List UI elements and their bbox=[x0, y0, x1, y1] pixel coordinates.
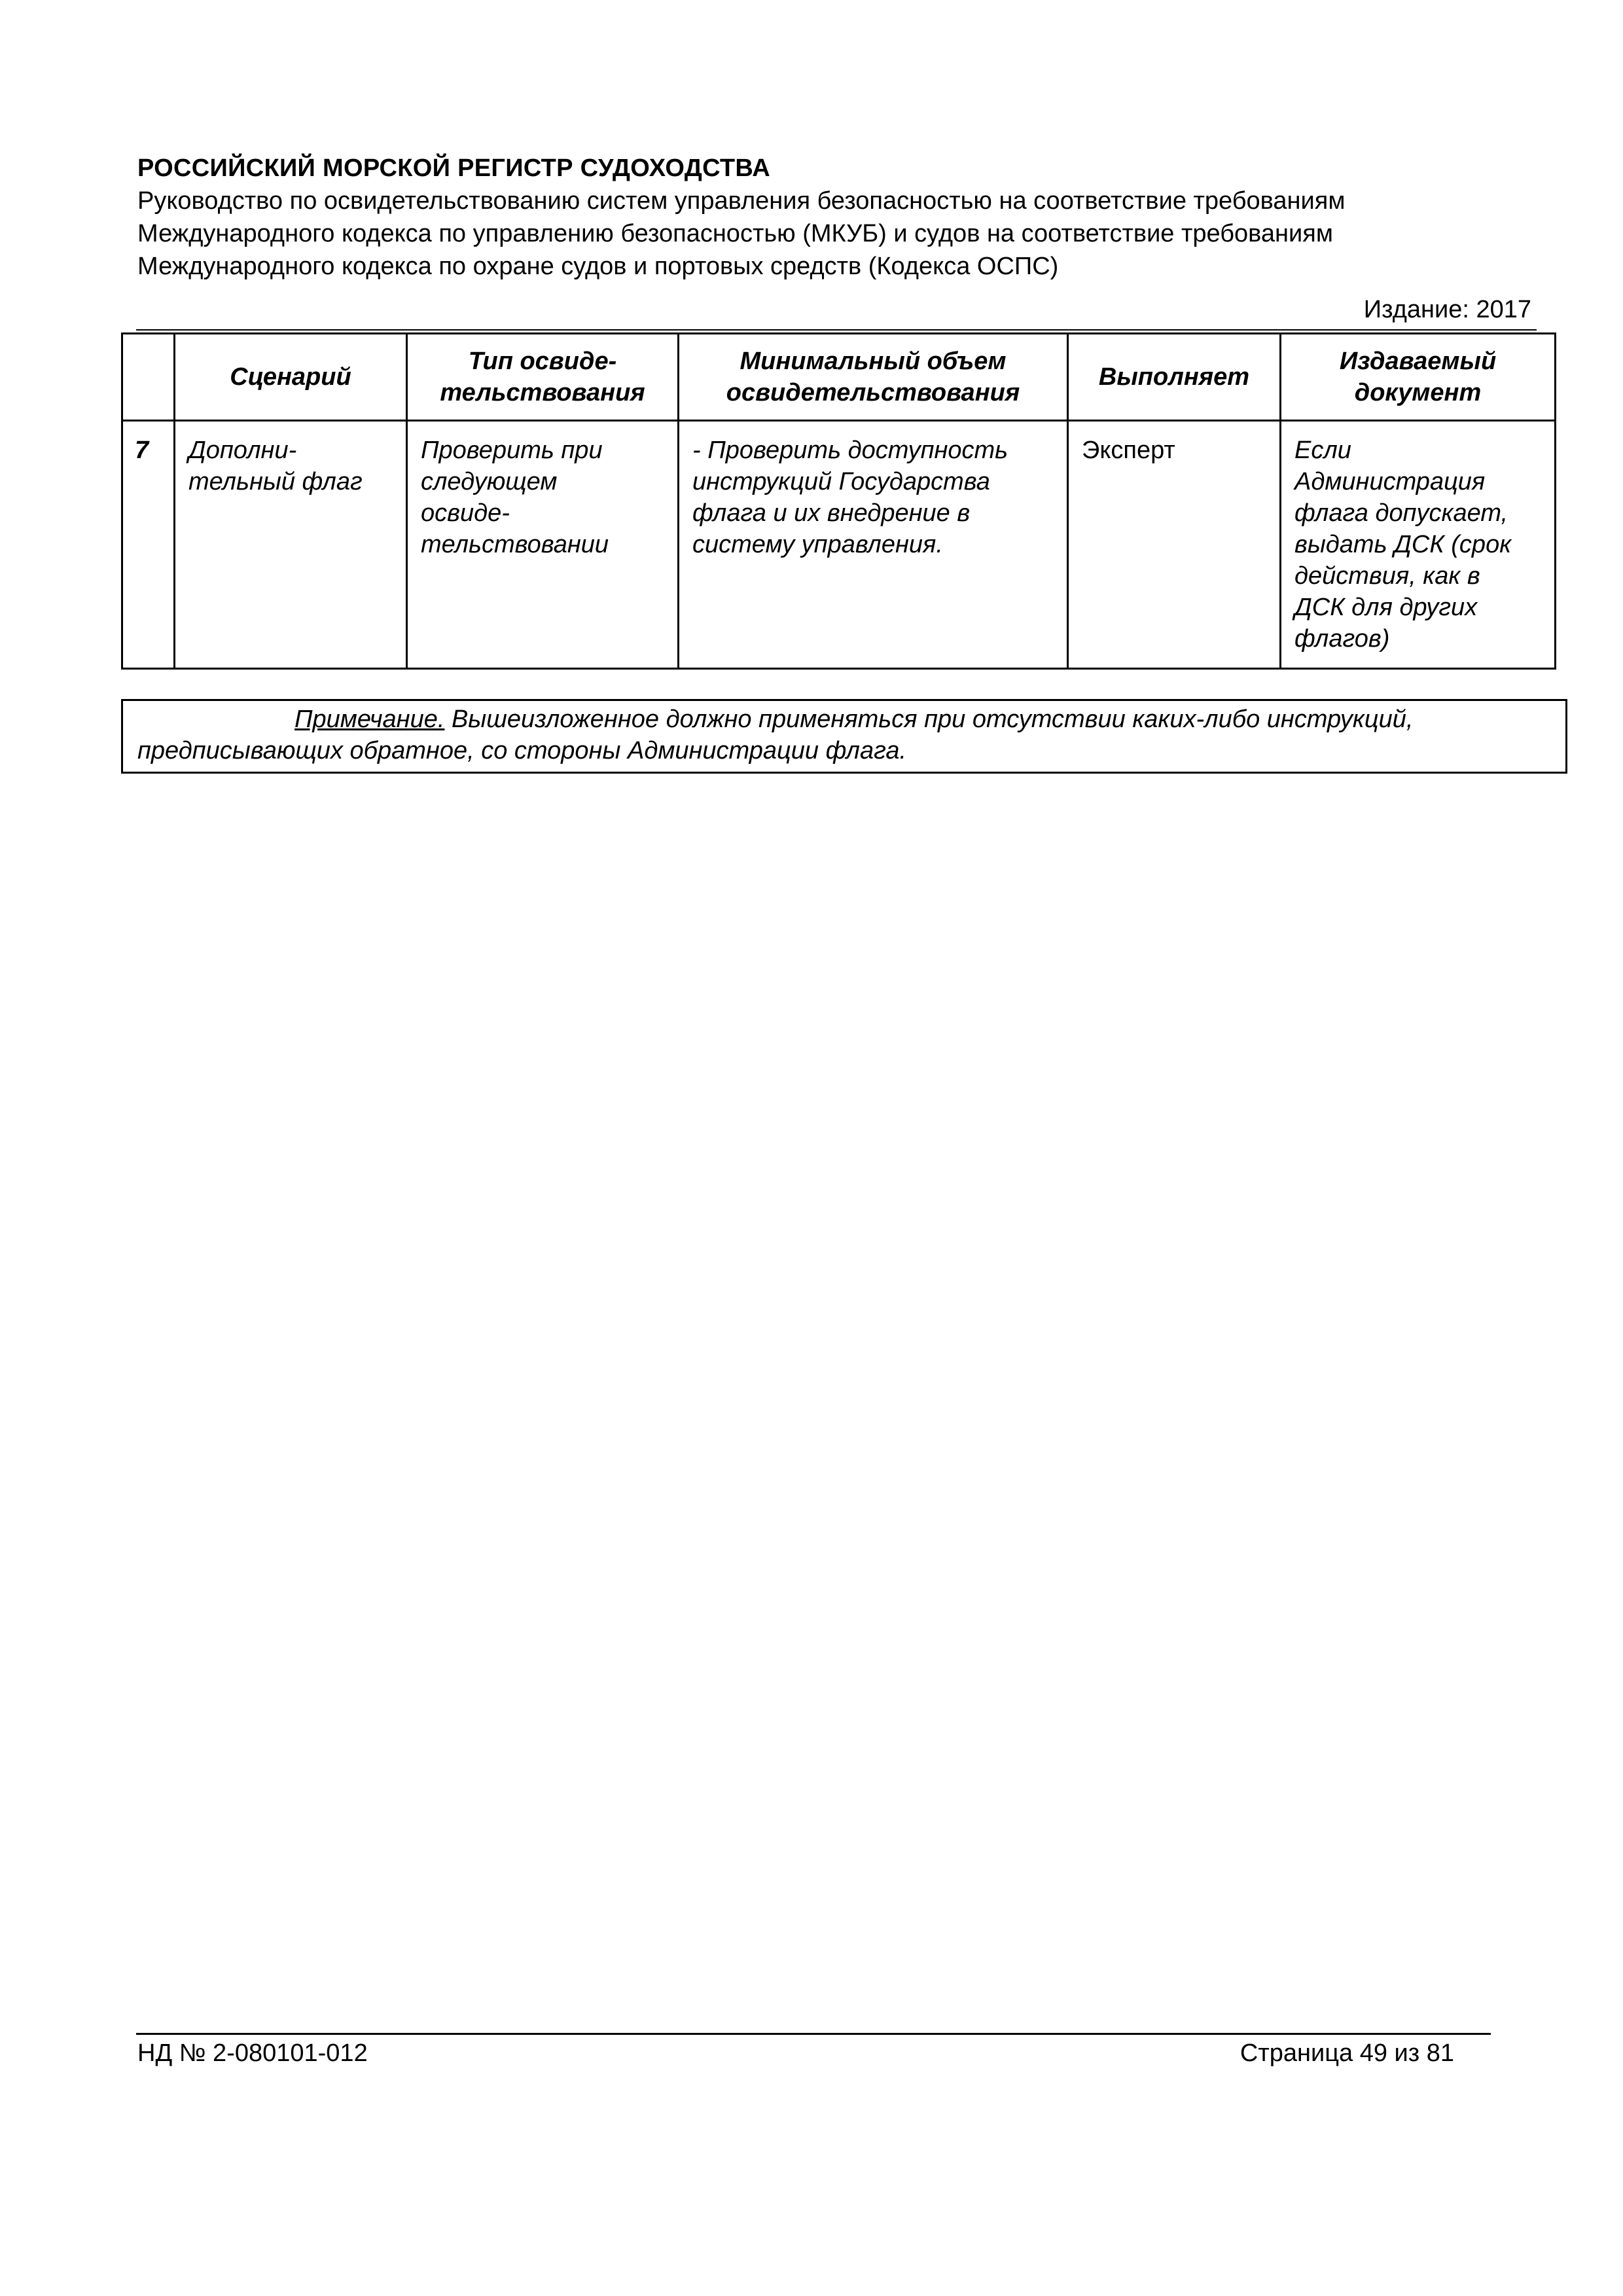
note-label: Примечание. bbox=[294, 706, 445, 733]
document-number: НД № 2-080101-012 bbox=[137, 2039, 368, 2067]
page-number: Страница 49 из 81 bbox=[1240, 2039, 1454, 2067]
header-divider bbox=[136, 329, 1537, 331]
document-title-line-2: Международного кодекса по управлению безопасностью (МКУБ) и судов на соответствие требованиям bbox=[137, 220, 1333, 247]
col-header-scenario: Сценарий bbox=[175, 334, 407, 421]
row-document: Если Администрация флага допускает, выдать ДСК (срок действия, как в ДСК для других флагов) bbox=[1281, 421, 1556, 669]
row-performer: Эксперт bbox=[1068, 421, 1281, 669]
col-header-min-scope: Минимальный объем освидетельствования bbox=[679, 334, 1068, 421]
note-text-line-1: Вышеизложенное должно применяться при отсутствии каких-либо инструкций, bbox=[444, 706, 1414, 733]
note-text-line-2: предписывающих обратное, со стороны Администрации флага. bbox=[137, 737, 907, 764]
organization-title: РОССИЙСКИЙ МОРСКОЙ РЕГИСТР СУДОХОДСТВА bbox=[137, 154, 770, 182]
row-scenario: Дополни- тельный флаг bbox=[175, 421, 407, 669]
table-header-row bbox=[122, 334, 1556, 421]
edition-label: Издание: 2017 bbox=[1363, 296, 1531, 323]
footer-divider bbox=[136, 2033, 1491, 2035]
document-header bbox=[137, 152, 1531, 283]
document-title-line-1: Руководство по освидетельствованию систем управления безопасностью на соответствие требованиям bbox=[137, 187, 1346, 215]
row-survey-type: Проверить при следующем освиде- тельствовании bbox=[407, 421, 679, 669]
document-title-line-3: Международного кодекса по охране судов и портовых средств (Кодекса ОСПС) bbox=[137, 253, 1059, 280]
col-header-survey-type: Тип освиде- тельствования bbox=[407, 334, 679, 421]
note-box bbox=[121, 699, 1567, 774]
table-row bbox=[122, 421, 1556, 669]
col-header-document: Издаваемый документ bbox=[1281, 334, 1556, 421]
survey-scenarios-table bbox=[121, 332, 1556, 670]
row-min-scope: - Проверить доступность инструкций Государства флага и их внедрение в систему управления. bbox=[679, 421, 1068, 669]
col-header-performer: Выполняет bbox=[1068, 334, 1281, 421]
row-number: 7 bbox=[122, 421, 175, 669]
col-header-number bbox=[122, 334, 175, 421]
